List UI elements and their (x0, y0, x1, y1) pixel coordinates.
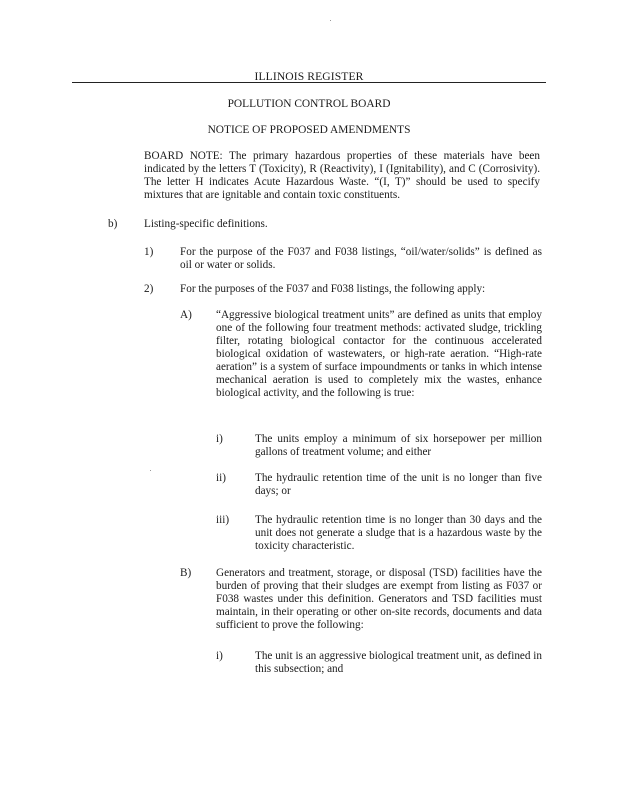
scan-speck (330, 20, 331, 21)
item-A-i-text: The units employ a minimum of six horsepower per million gallons of treatment volume; and either (255, 433, 542, 458)
scan-speck (150, 470, 151, 471)
agency-title: POLLUTION CONTROL BOARD (227, 98, 391, 110)
item-A-iii-text: The hydraulic retention time is no longer than 30 days and the unit does not generate a sludge that is a hazardous waste by the toxicity characteristic. (255, 514, 542, 552)
item-B-label: B) (180, 567, 192, 579)
notice-title: NOTICE OF PROPOSED AMENDMENTS (207, 124, 411, 136)
board-note: BOARD NOTE: The primary hazardous properties of these materials have been indicated by the letters T (Toxicity), R (Reactivity), I (Ignitability), and C (Corrosivity). The letter H indicates Acute Hazardous Waste. “(I, T)” should be used to specify mixtures that are ignitable and contain toxic constituents. (144, 150, 540, 201)
item-B-text: Generators and treatment, storage, or disposal (TSD) facilities have the burden of proving that their sludges are exempt from listing as F037 or F038 wastes under this definition. Generators and TSD facilities must maintain, in their operating or other on-site records, documents and data sufficient to prove the following: (216, 567, 542, 631)
item-B-i-label: i) (216, 650, 223, 662)
item-A-ii-label: ii) (216, 472, 226, 484)
section-b-label: b) (108, 218, 118, 230)
item-A-iii-label: iii) (216, 514, 230, 526)
item-B-i-text: The unit is an aggressive biological treatment unit, as defined in this subsection; and (255, 650, 542, 675)
item-A-ii-text: The hydraulic retention time of the unit is no longer than five days; or (255, 472, 542, 497)
item-1-label: 1) (144, 246, 154, 258)
item-1-text: For the purpose of the F037 and F038 listings, “oil/water/solids” is defined as oil or water or solids. (180, 246, 542, 271)
item-2-label: 2) (144, 283, 154, 295)
item-A-text: “Aggressive biological treatment units” are defined as units that employ one of the following four treatment methods: activated sludge, trickling filter, rotating biological contactor for the continuous accelerated biological oxidation of wastewaters, or high-rate aeration. “High-rate aeration” is a system of surface impoundments or tanks in which intense mechanical aeration is used to completely mix the wastes, enhance biological activity, and the following is true: (216, 309, 542, 399)
item-A-label: A) (180, 309, 192, 321)
register-title: ILLINOIS REGISTER (254, 70, 364, 83)
item-2-text: For the purposes of the F037 and F038 listings, the following apply: (180, 283, 486, 295)
section-b-text: Listing-specific definitions. (144, 218, 268, 230)
item-A-i-label: i) (216, 433, 223, 445)
